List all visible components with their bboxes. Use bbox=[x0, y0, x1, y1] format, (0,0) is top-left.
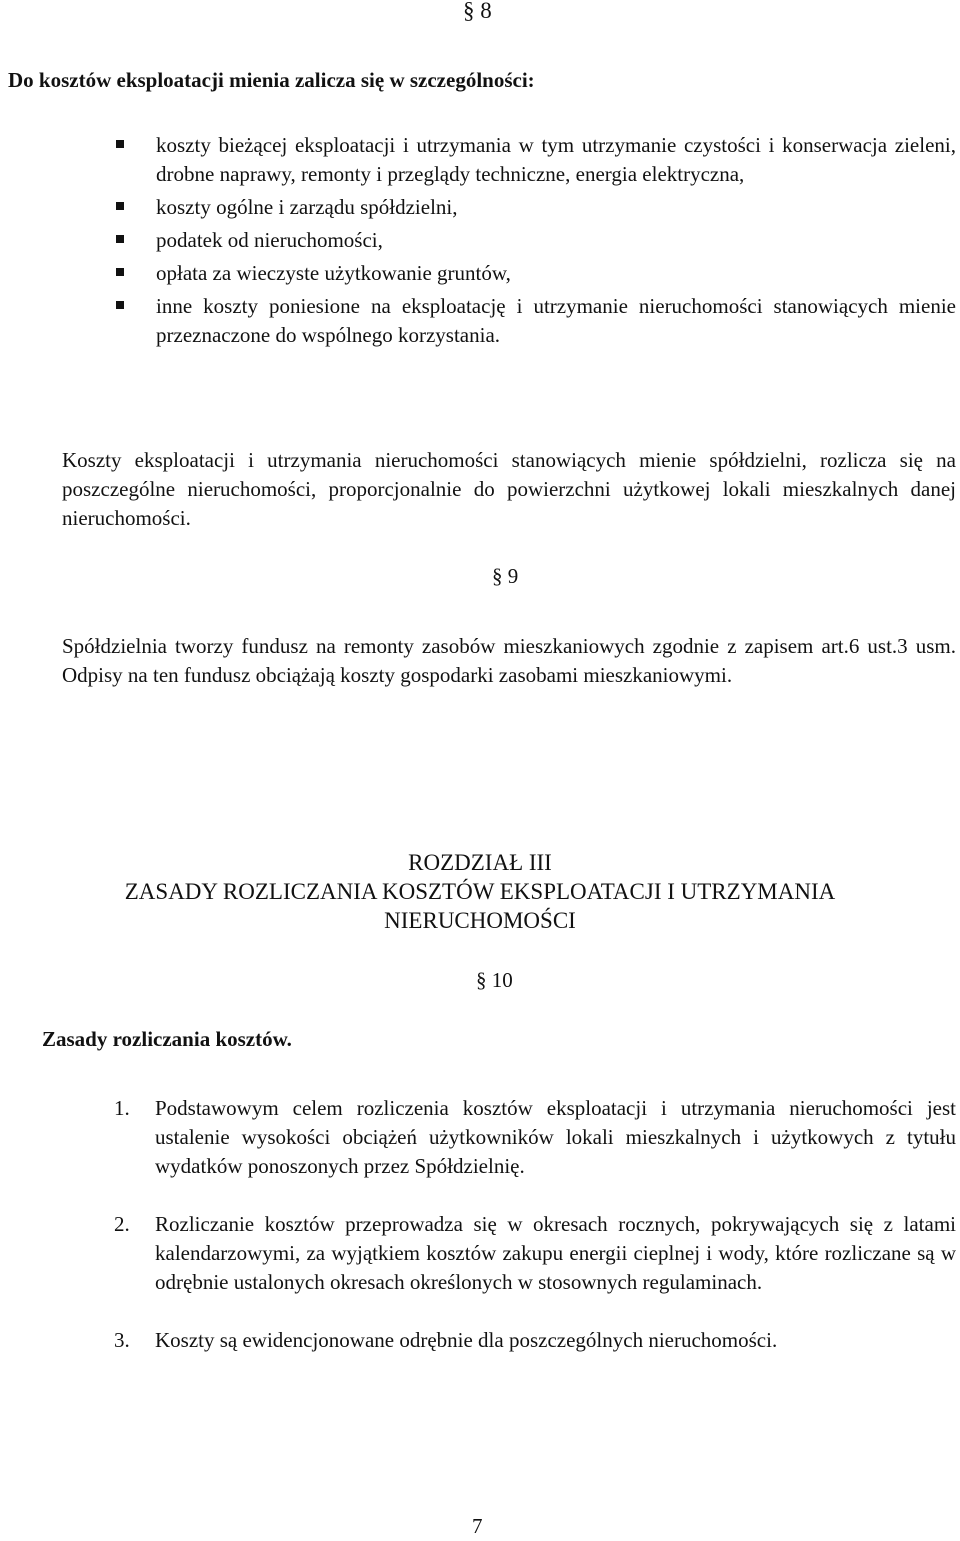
chapter-title-line2: NIERUCHOMOŚCI bbox=[384, 908, 576, 933]
square-bullet-icon bbox=[116, 268, 124, 276]
section-heading-10: § 10 bbox=[476, 968, 513, 992]
chapter-number: ROZDZIAŁ III bbox=[408, 850, 552, 875]
list-item bbox=[116, 226, 956, 255]
numbered-rules-list bbox=[114, 1094, 956, 1384]
chapter-heading bbox=[40, 848, 920, 935]
cost-bullet-list bbox=[116, 131, 956, 354]
list-item bbox=[116, 259, 956, 288]
item-number: 1. bbox=[114, 1096, 130, 1120]
intro-heading: Do kosztów eksploatacji mienia zalicza się w szczególności: bbox=[8, 68, 535, 92]
item-number: 2. bbox=[114, 1212, 130, 1236]
bullet-text: koszty bieżącej eksploatacji i utrzymania w tym utrzymanie czystości i konserwacja zieleni, drobne naprawy, remonty i przeglądy techniczne, energia elektryczna, bbox=[156, 133, 956, 186]
item-text: Podstawowym celem rozliczenia kosztów eksploatacji i utrzymania nieruchomości jest ustalenie wysokości obciążeń użytkowników lokali mieszkalnych i użytkowych z tytułu wydatków ponoszonych przez Spółdzielnię. bbox=[155, 1096, 956, 1178]
chapter-title-line1: ZASADY ROZLICZANIA KOSZTÓW EKSPLOATACJI I UTRZYMANIA bbox=[124, 879, 836, 904]
square-bullet-icon bbox=[116, 235, 124, 243]
list-item bbox=[114, 1326, 956, 1355]
list-item bbox=[116, 131, 956, 189]
section-heading-9: § 9 bbox=[492, 564, 519, 588]
square-bullet-icon bbox=[116, 301, 124, 309]
bullet-text: podatek od nieruchomości, bbox=[156, 228, 383, 252]
paragraph-cost-allocation: Koszty eksploatacji i utrzymania nieruchomości stanowiących mienie spółdzielni, rozlicza się na poszczególne nieruchomości, proporcjonalnie do powierzchni użytkowej lokali mieszkalnych danej nieruchomości. bbox=[62, 448, 956, 530]
item-text: Koszty są ewidencjonowane odrębnie dla poszczególnych nieruchomości. bbox=[155, 1328, 778, 1352]
section-heading-8: § 8 bbox=[463, 0, 492, 23]
item-number: 3. bbox=[114, 1328, 130, 1352]
list-item bbox=[116, 292, 956, 350]
list-item bbox=[114, 1210, 956, 1297]
item-text: Rozliczanie kosztów przeprowadza się w okresach rocznych, pokrywających się z latami kalendarzowymi, za wyjątkiem kosztów zakupu energii cieplnej i wody, które rozliczane są w odrębnie ustalonych okresach określonych w stosownych regulaminach. bbox=[155, 1212, 956, 1294]
bullet-text: opłata za wieczyste użytkowanie gruntów, bbox=[156, 261, 511, 285]
bullet-text: koszty ogólne i zarządu spółdzielni, bbox=[156, 195, 458, 219]
bullet-text: inne koszty poniesione na eksploatację i utrzymanie nieruchomości stanowiących mienie przeznaczone do wspólnego korzystania. bbox=[156, 294, 956, 347]
paragraph-repair-fund: Spółdzielnia tworzy fundusz na remonty zasobów mieszkaniowych zgodnie z zapisem art.6 ust.3 usm. Odpisy na ten fundusz obciążają koszty gospodarki zasobami mieszkaniowymi. bbox=[62, 634, 956, 687]
square-bullet-icon bbox=[116, 140, 124, 148]
list-item bbox=[114, 1094, 956, 1181]
subtitle-settlement-rules: Zasady rozliczania kosztów. bbox=[42, 1027, 292, 1051]
square-bullet-icon bbox=[116, 202, 124, 210]
list-item bbox=[116, 193, 956, 222]
page-number: 7 bbox=[472, 1514, 483, 1538]
